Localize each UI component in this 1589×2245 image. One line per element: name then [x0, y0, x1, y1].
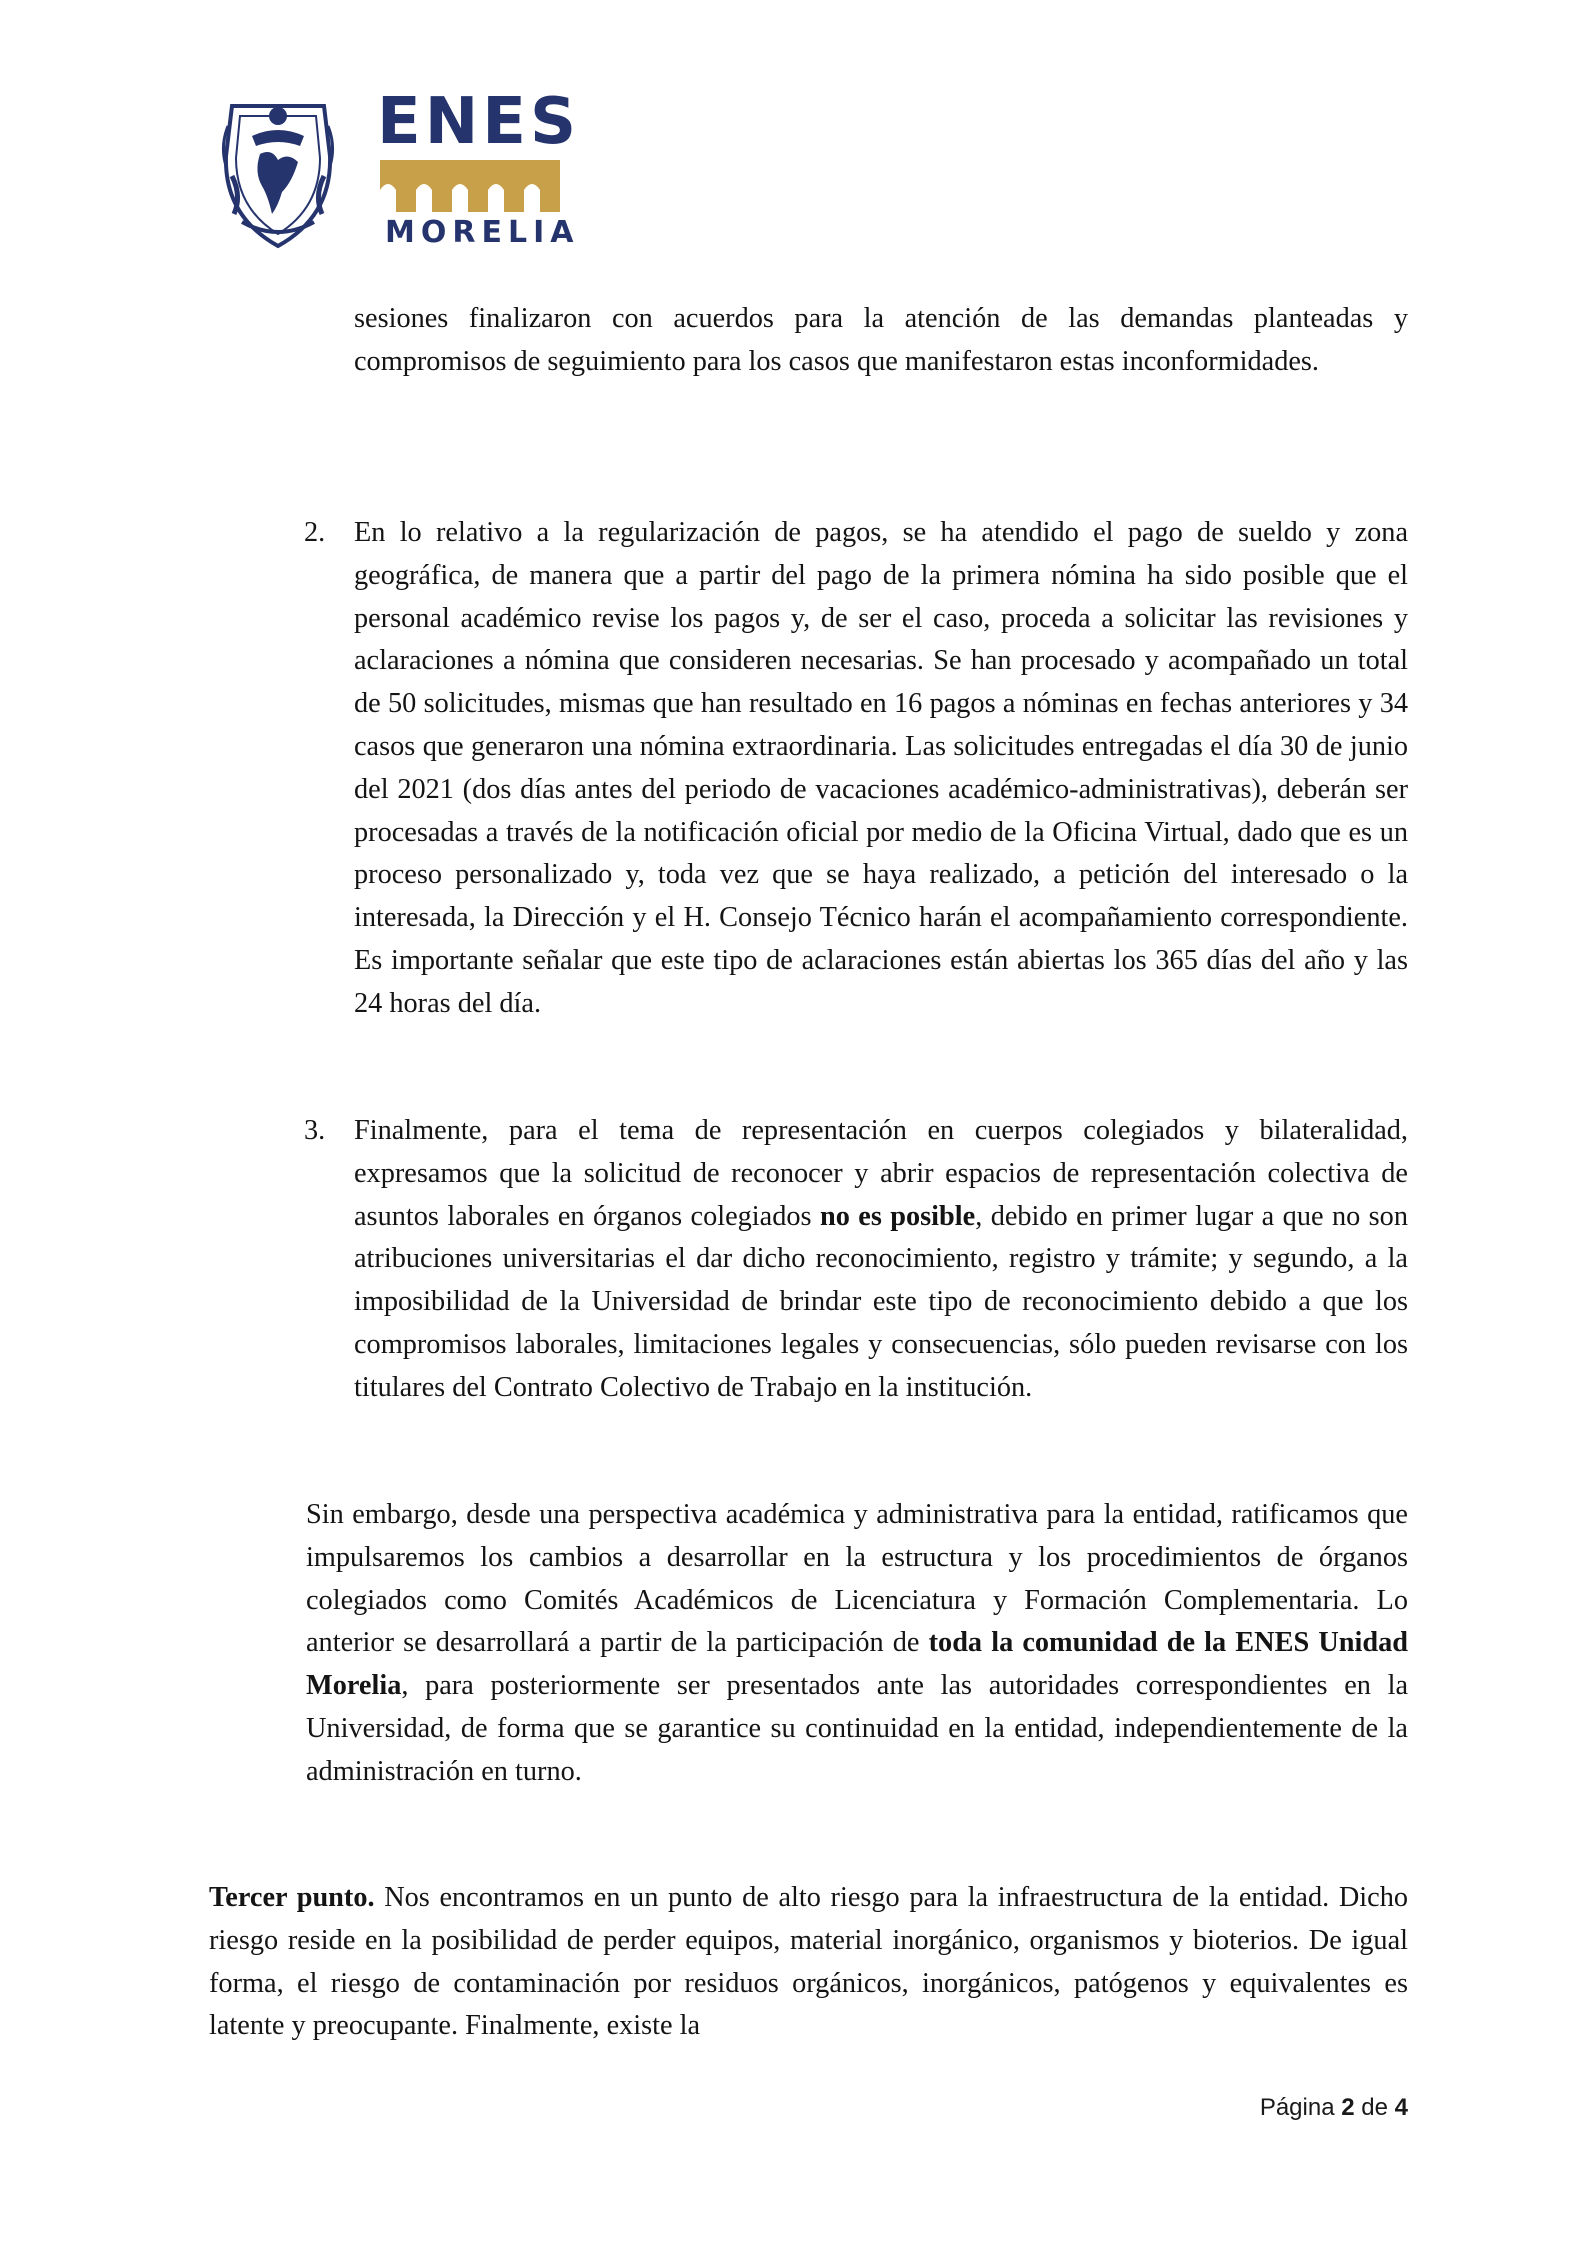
- item-3-number: 3.: [304, 1115, 326, 1146]
- item-3: [354, 1110, 1408, 1410]
- aqueduct-arches-icon: [380, 160, 560, 212]
- embargo-text: [306, 1494, 1408, 1794]
- embargo-text-before: Sin embargo, desde una perspectiva académica y administrativa para la entidad, ratificamos que impulsaremos los cambios a desarrollar en la estructura y los procedimientos de órganos colegiados como Comités Académicos de Licenciatura y Formación Complementaria. Lo anterior se desarrollará a partir de la participación de: [306, 1499, 1408, 1659]
- page-number: [1260, 2094, 1408, 2122]
- tercer-punto-body: Nos encontramos en un punto de alto riesgo para la infraestructura de la entidad. Dicho riesgo reside en la posibilidad de perder equipos, material inorgánico, organismos y bioterios. De igual forma, el riesgo de contaminación por residuos orgánicos, inorgánicos, patógenos y equivalentes es latente y preocupante. Finalmente, existe la: [209, 1882, 1408, 2042]
- item-3-text-before: Finalmente, para el tema de representación en cuerpos colegiados y bilateralidad, expresamos que la solicitud de reconocer y abrir espacios de representación colectiva de asuntos laborales en órganos colegiados: [354, 1115, 1408, 1232]
- item-3-text: [354, 1110, 1408, 1410]
- unam-seal-icon: [212, 96, 344, 250]
- item-3-text-after: , debido en primer lugar a que no son atribuciones universitarias el dar dicho reconocimiento, registro y trámite; y segundo, a la imposibilidad de la Universidad de brindar este tipo de reconocimiento debido a que los compromisos laborales, limitaciones legales y consecuencias, sólo pueden revisarse con los titulares del Contrato Colectivo de Trabajo en la institución.: [354, 1200, 1408, 1403]
- tercer-punto-paragraph: [209, 1877, 1408, 2048]
- embargo-bold: toda la comunidad de la ENES Unidad Morelia: [306, 1627, 1408, 1702]
- page-total: 4: [1394, 2094, 1408, 2121]
- item-2-number: 2.: [304, 517, 326, 548]
- page-current: 2: [1341, 2094, 1355, 2121]
- page-of-label: de: [1361, 2094, 1388, 2121]
- item-2: [354, 512, 1408, 1026]
- item-1-continuation: [354, 298, 1408, 384]
- tercer-punto-heading: Tercer punto.: [209, 1882, 375, 1913]
- page-label: Página: [1259, 2094, 1335, 2121]
- logo-enes-wordmark: ENES: [377, 85, 581, 159]
- embargo-text-after: , para posteriormente ser presentados ante las autoridades correspondientes en la Universidad, de forma que se garantice su continuidad en la entidad, independientemente de la administración en turno.: [306, 1670, 1408, 1787]
- embargo-paragraph: [306, 1494, 1408, 1794]
- enes-morelia-logo: [212, 85, 581, 250]
- logo-morelia-wordmark: MORELIA: [385, 215, 580, 250]
- tercer-punto-text: [209, 1877, 1408, 2048]
- item-1-continuation-text: sesiones finalizaron con acuerdos para la atención de las demandas planteadas y compromisos de seguimiento para los casos que manifestaron estas inconformidades.: [354, 303, 1408, 377]
- item-3-bold: no es posible: [819, 1200, 976, 1232]
- item-2-text: En lo relativo a la regularización de pagos, se ha atendido el pago de sueldo y zona geográfica, de manera que a partir del pago de la primera nómina ha sido posible que el personal académico revise los pagos y, de ser el caso, proceda a solicitar las revisiones y aclaraciones a nómina que consideren necesarias. Se han procesado y acompañado un total de 50 solicitudes, mismas que han resultado en 16 pagos a nóminas en fechas anteriores y 34 casos que generaron una nómina extraordinaria. Las solicitudes entregadas el día 30 de junio del 2021 (dos días antes del periodo de vacaciones académico-administrativas), deberán ser procesadas a través de la notificación oficial por medio de la Oficina Virtual, dado que es un proceso personalizado y, toda vez que se haya realizado, a petición del interesado o la interesada, la Dirección y el H. Consejo Técnico harán el acompañamiento correspondiente. Es importante señalar que este tipo de aclaraciones están abiertas los 365 días del año y las 24 horas del día.: [354, 517, 1408, 1019]
